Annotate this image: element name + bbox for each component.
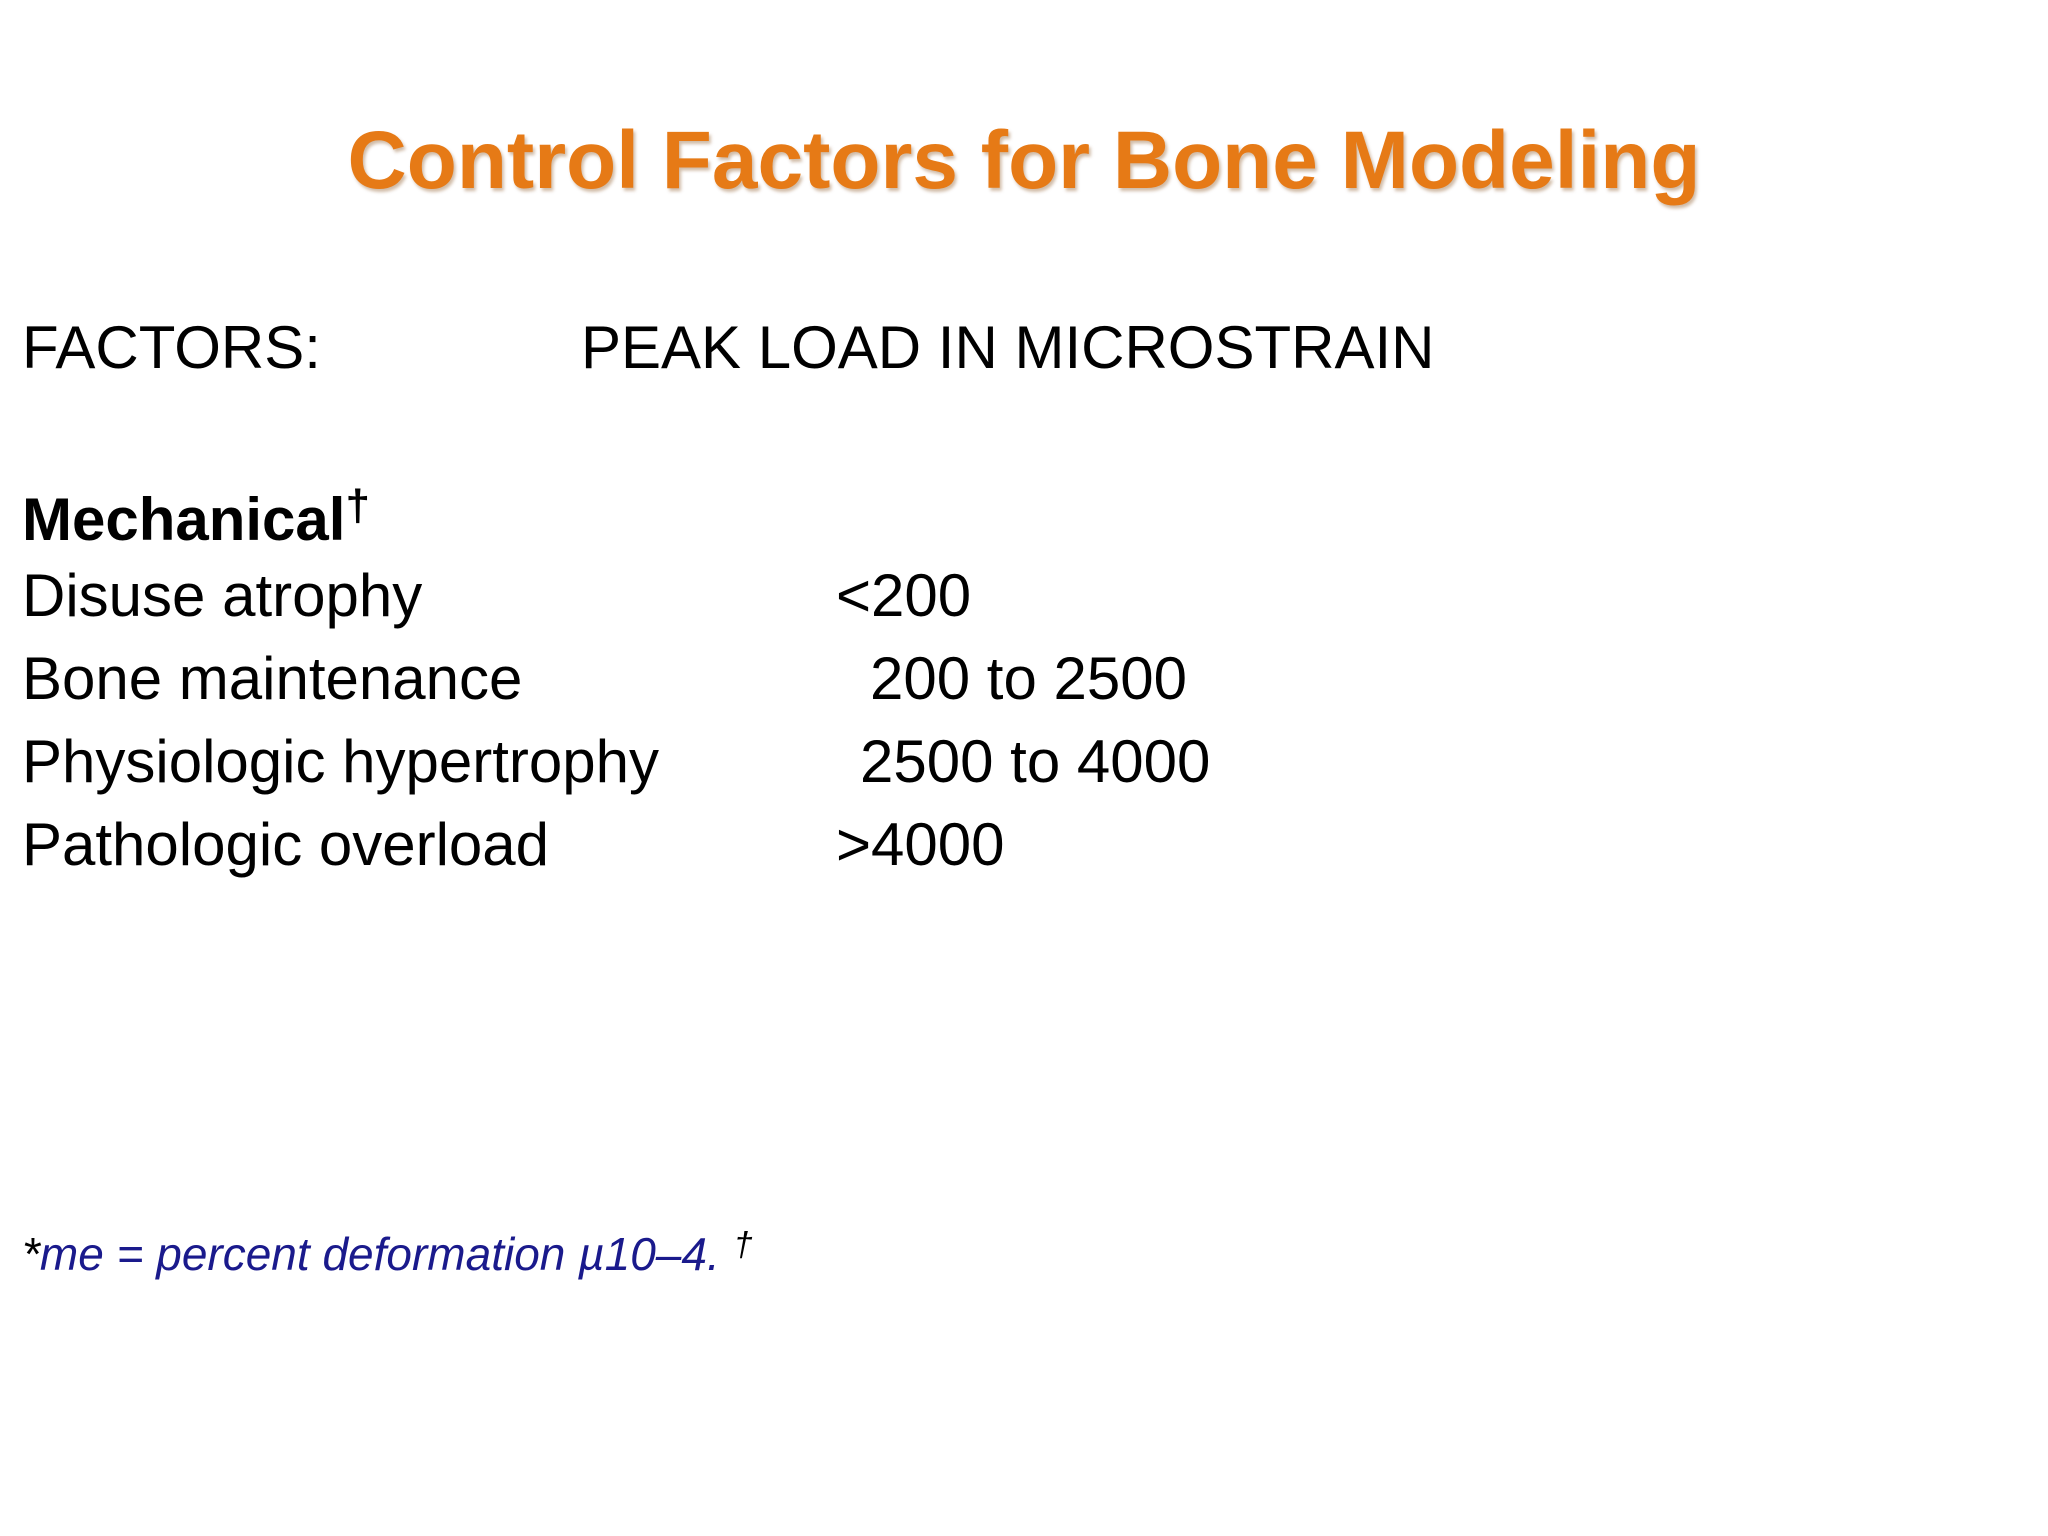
footnote-text: me = percent deformation µ10–4.	[39, 1228, 720, 1280]
row-value-bone-maintenance: 200 to 2500	[870, 645, 1187, 712]
slide-title: Control Factors for Bone Modeling	[347, 115, 1701, 206]
row-label-bone-maintenance: Bone maintenance	[22, 645, 523, 712]
row-label-pathologic-overload: Pathologic overload	[22, 811, 550, 878]
footnote-star: *	[22, 1228, 40, 1280]
factors-header: FACTORS:	[22, 314, 321, 381]
row-label-disuse-atrophy: Disuse atrophy	[22, 562, 423, 629]
row-value-pathologic-overload: >4000	[836, 811, 1005, 878]
section-heading-label: Mechanical	[22, 486, 346, 553]
footnote-dagger-mark: †	[733, 1226, 753, 1264]
row-value-physiologic-hypertrophy: 2500 to 4000	[860, 728, 1211, 795]
section-dagger-mark: †	[345, 481, 370, 530]
section-heading-mechanical	[22, 481, 370, 553]
row-value-disuse-atrophy: <200	[836, 562, 972, 629]
footnote	[22, 1226, 753, 1281]
row-label-physiologic-hypertrophy: Physiologic hypertrophy	[22, 728, 660, 795]
peak-load-header: PEAK LOAD IN MICROSTRAIN	[581, 314, 1435, 381]
